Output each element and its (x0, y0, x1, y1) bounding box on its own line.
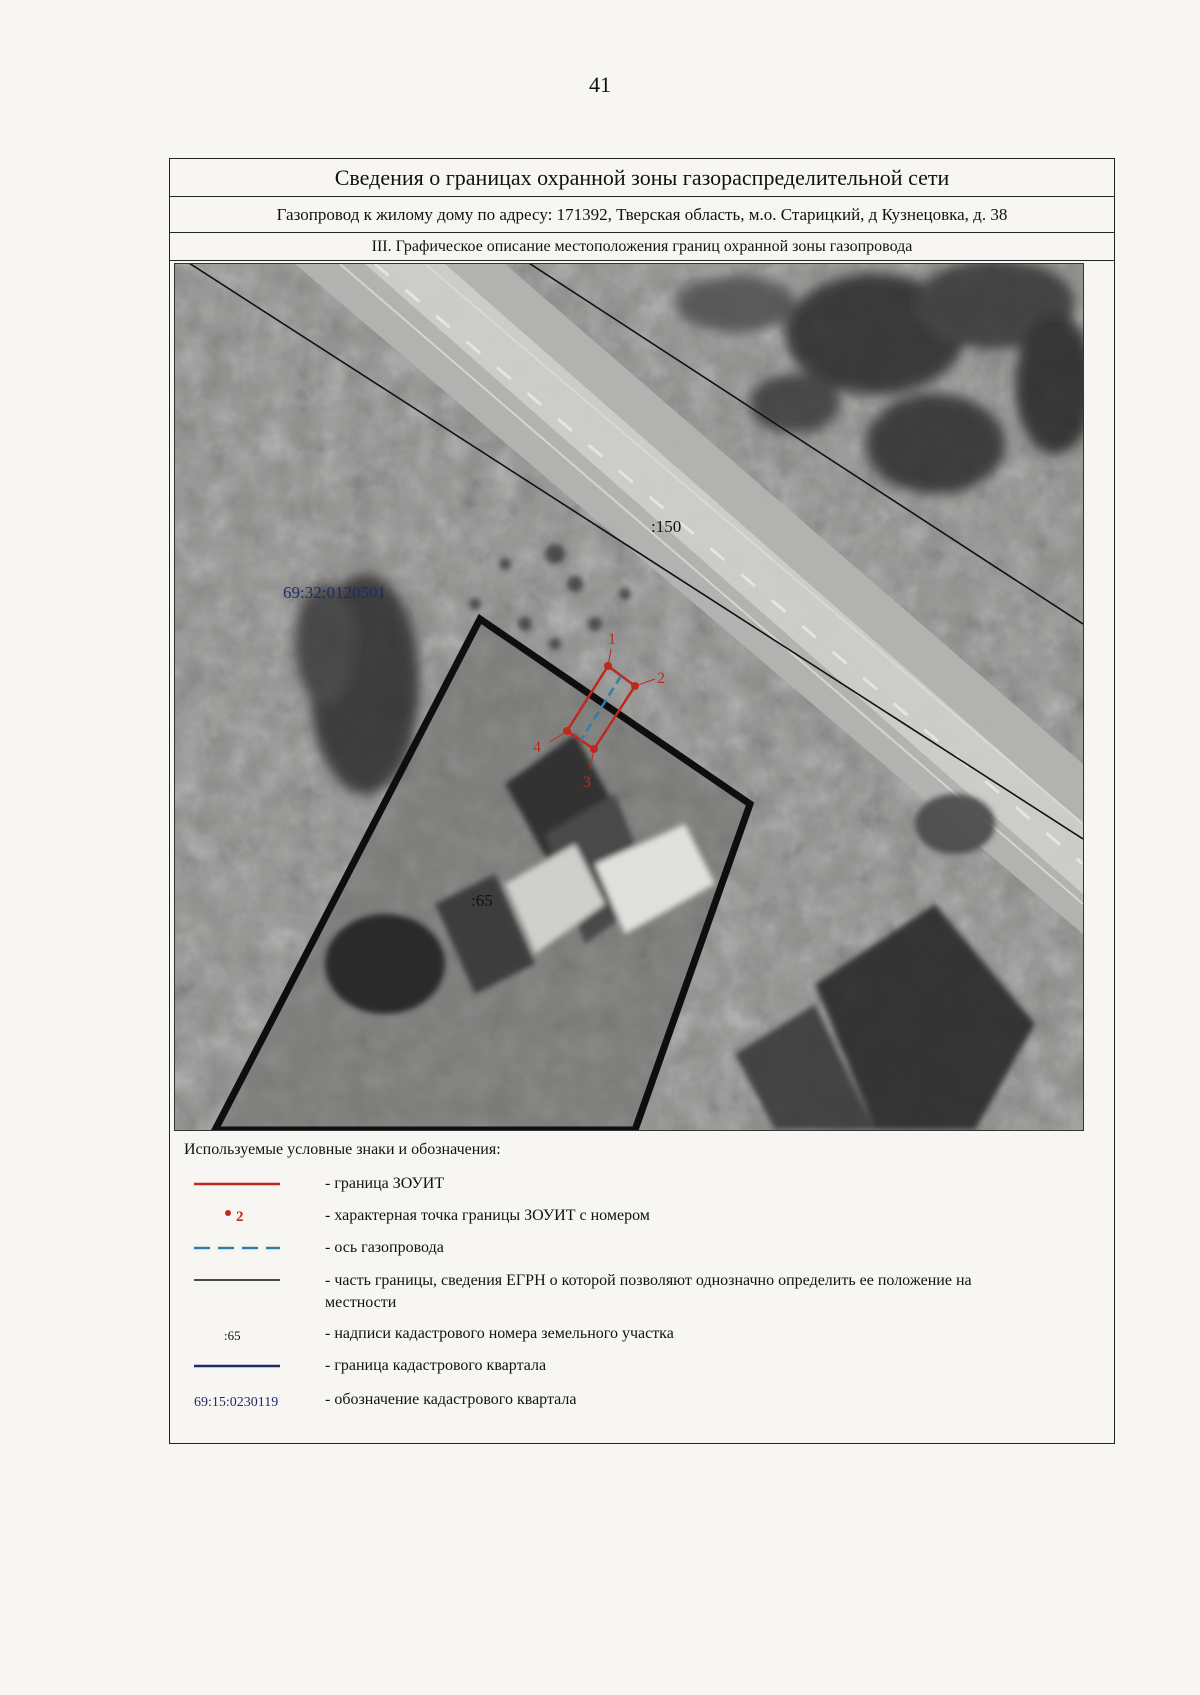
document-frame (169, 158, 1115, 1444)
quarter-label: 69:32:0120501 (283, 583, 386, 602)
legend-point-number: 2 (236, 1209, 244, 1225)
navy-line-symbol (184, 1351, 284, 1381)
legend-text: - надписи кадастрового номера земельного участка (325, 1325, 674, 1342)
legend-text: - ось газопровода (325, 1239, 444, 1256)
parcel-label-symbol (184, 1319, 284, 1349)
legend-title: Используемые условные знаки и обозначения: (184, 1141, 501, 1158)
zouit-point-label-3: 3 (583, 774, 591, 791)
legend-item-quarter-label (170, 1385, 1114, 1415)
legend-item-zouit-point (170, 1201, 1114, 1231)
red-point-symbol (184, 1201, 284, 1231)
legend-text: - часть границы, сведения ЕГРН о которой позволяют однозначно определить ее положение на местности (325, 1272, 972, 1311)
document-title: Сведения о границах охранной зоны газораспределительной сети (170, 159, 1114, 197)
object-description: Газопровод к жилому дому по адресу: 171392, Тверская область, м.о. Старицкий, д Кузнецовка, д. 38 (170, 197, 1114, 233)
zouit-point-label-1: 1 (608, 631, 616, 648)
legend-item-zouit-boundary (170, 1169, 1114, 1199)
red-line-symbol (184, 1169, 284, 1199)
legend-text: - граница ЗОУИТ (325, 1175, 445, 1192)
legend-quarter-label: 69:15:0230119 (194, 1395, 279, 1410)
legend-text: - характерная точка границы ЗОУИТ с номером (325, 1207, 650, 1224)
legend-item-gas-axis (170, 1233, 1114, 1263)
map-legend (170, 1141, 1114, 1441)
legend-item-parcel-label (170, 1319, 1114, 1349)
black-line-symbol (184, 1265, 284, 1295)
zouit-point-label-4: 4 (533, 739, 541, 756)
blue-dashed-line-symbol (184, 1233, 284, 1263)
section-title: III. Графическое описание местоположения границ охранной зоны газопровода (170, 233, 1114, 261)
legend-text: - граница кадастрового квартала (325, 1357, 547, 1374)
legend-parcel-label: :65 (224, 1328, 241, 1343)
page-number: 41 (589, 72, 611, 97)
map-view[interactable] (174, 263, 1084, 1131)
aerial-map (175, 264, 1083, 1130)
legend-item-quarter-boundary (170, 1351, 1114, 1381)
legend-text: - обозначение кадастрового квартала (325, 1391, 577, 1408)
quarter-label-symbol (184, 1385, 284, 1415)
parcel-label-150: :150 (651, 517, 682, 536)
zouit-point-label-2: 2 (657, 670, 665, 687)
parcel-label-65: :65 (471, 891, 493, 910)
legend-item-egrn-boundary (170, 1265, 1114, 1315)
